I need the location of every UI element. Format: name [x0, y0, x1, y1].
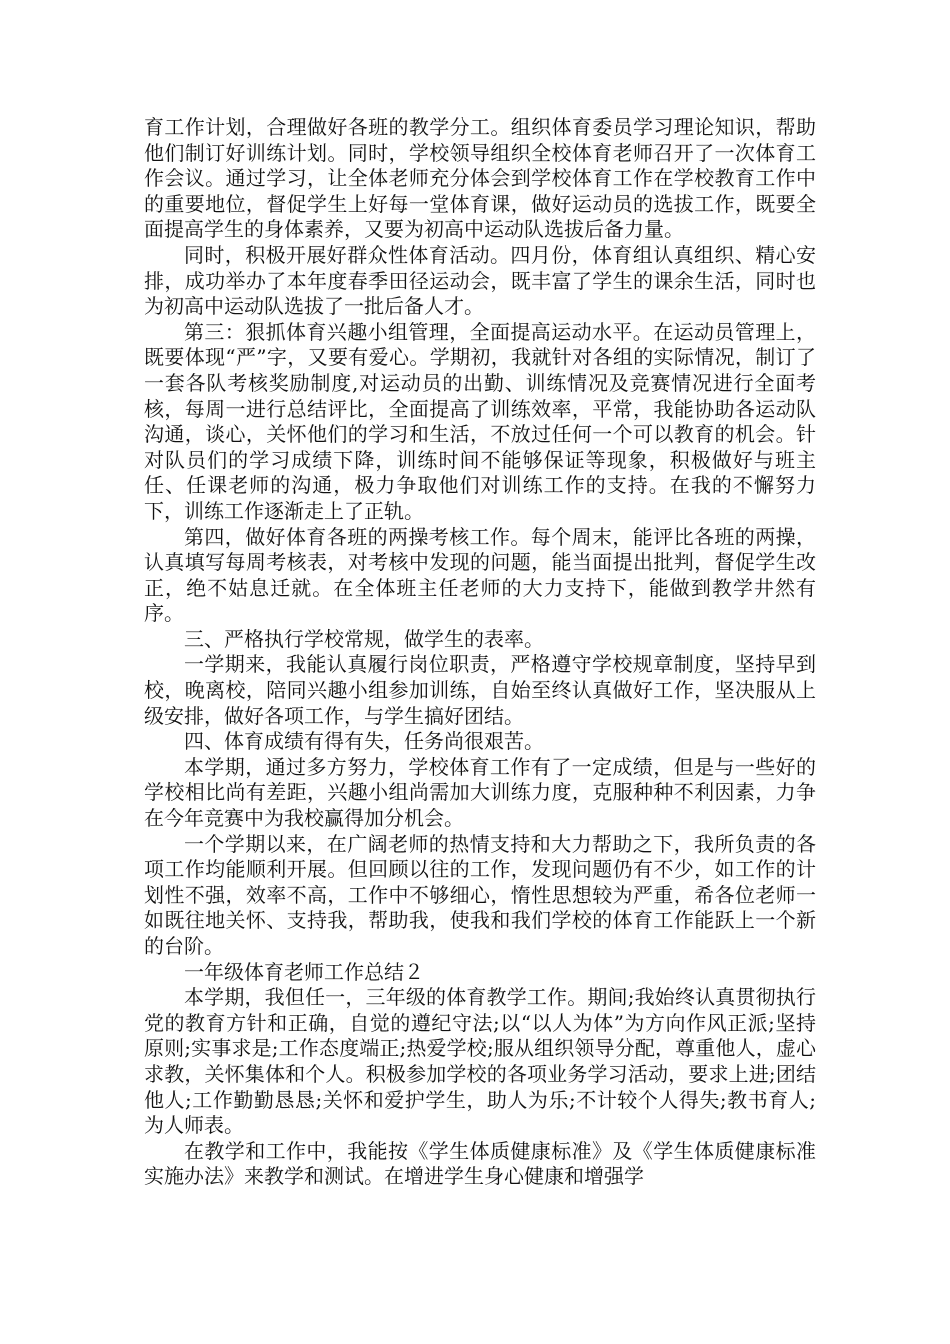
section-heading-3: 三、严格执行学校常规，做学生的表率。	[184, 626, 544, 651]
paragraph-3: 第三：狠抓体育兴趣小组管理，全面提高运动水平。在运动员管理上，既要体现“严”字，又要有爱心。学期初，我就针对各组的实际情况，制订了一套各队考核奖励制度,对运动员的出勤、训练情况及竞赛情况进行全面考核，每周一进行总结评比，全面提高了训练效率，平常，我能协助各运动队沟通，谈心，关怀他们的学习和生活，不放过任何一个可以教育的机会。针对队员们的学习成绩下降，训练时间不能够保证等现象，积极做好与班主任、任课老师的沟通，极力争取他们对训练工作的支持。在我的不懈努力下，训练工作逐渐走上了正轨。	[144, 319, 816, 523]
document-body	[144, 115, 816, 1190]
paragraph-5: 一学期来，我能认真履行岗位职责，严格遵守学校规章制度，坚持早到校，晚离校，陪同兴趣小组参加训练，自始至终认真做好工作，坚决服从上级安排，做好各项工作，与学生搞好团结。	[144, 652, 816, 728]
paragraph-4: 第四，做好体育各班的两操考核工作。每个周末，能评比各班的两操，认真填写每周考核表，对考核中发现的问题，能当面提出批判，督促学生改正，绝不姑息迁就。在全体班主任老师的大力支持下，能做到教学井然有序。	[144, 524, 816, 626]
paragraph-2: 同时，积极开展好群众性体育活动。四月份，体育组认真组织、精心安排，成功举办了本年度春季田径运动会，既丰富了学生的课余生活，同时也为初高中运动队选拔了一批后备人才。	[144, 242, 816, 319]
paragraph-8: 本学期，我但任一，三年级的体育教学工作。期间;我始终认真贯彻执行党的教育方针和正确，自觉的遵纪守法;以“以人为体”为方向作风正派;坚持原则;实事求是;工作态度端正;热爱学校;服从组织领导分配，尊重他人，虚心求教，关怀集体和个人。积极参加学校的各项业务学习活动，要求上进;团结他人;工作勤勤恳恳;关怀和爱护学生，助人为乐;不计较个人得失;教书育人;为人师表。	[144, 985, 816, 1138]
paragraph-6: 本学期，通过多方努力，学校体育工作有了一定成绩，但是与一些好的学校相比尚有差距，兴趣小组尚需加大训练力度，克服种种不利因素，力争在今年竞赛中为我校赢得加分机会。	[144, 754, 816, 831]
paragraph-9: 在教学和工作中，我能按《学生体质健康标准》及《学生体质健康标准实施办法》来教学和测试。在增进学生身心健康和增强学	[144, 1138, 816, 1189]
section-heading-4: 四、体育成绩有得有失，任务尚很艰苦。	[184, 729, 544, 754]
article-title-2: 一年级体育老师工作总结２	[184, 959, 424, 984]
paragraph-1: 育工作计划，合理做好各班的教学分工。组织体育委员学习理论知识，帮助他们制订好训练计划。同时，学校领导组织全校体育老师召开了一次体育工作会议。通过学习，让全体老师充分体会到学校体育工作在学校教育工作中的重要地位，督促学生上好每一堂体育课，做好运动员的选拔工作，既要全面提高学生的身体素养，又要为初高中运动队选拔后备力量。	[144, 115, 816, 242]
paragraph-7: 一个学期以来，在广阔老师的热情支持和大力帮助之下，我所负责的各项工作均能顺利开展。但回顾以往的工作，发现问题仍有不少，如工作的计划性不强，效率不高，工作中不够细心，惰性思想较为严重，希各位老师一如既往地关怀、支持我，帮助我，使我和我们学校的体育工作能跃上一个新的台阶。	[144, 831, 816, 958]
